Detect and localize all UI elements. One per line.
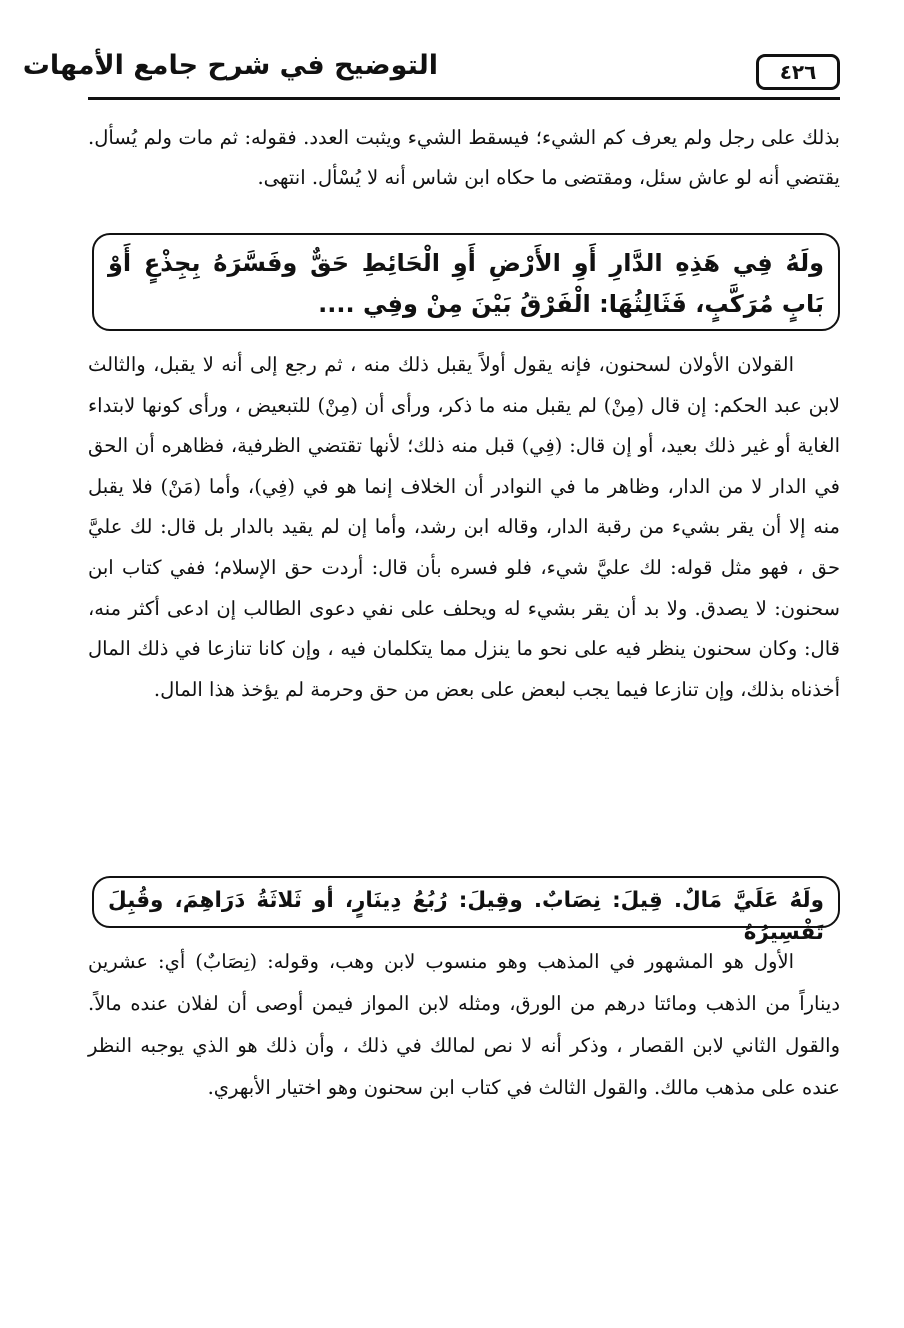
paragraph-3: الأول هو المشهور في المذهب وهو منسوب لابن وهب، وقوله: (نِصَابٌ) أي: عشرين ديناراً من الذهب ومائتا درهم من الورق، ومثله لابن المواز فيمن أوصى أن لفلان عنده مالاً. والقول الثاني لابن القصار ، وذكر أنه لا نص لمالك في ذلك ، وأن ذلك هو الذي يوجبه النظر عنده على مذهب مالك. والقول الثالث في كتاب ابن سحنون وهو اختيار الأبهري. (88, 950, 840, 1099)
paragraph-2: القولان الأولان لسحنون، فإنه يقول أولاً يقبل ذلك منه ، ثم رجع إلى أنه لا يقبل، والثالث لابن عبد الحكم: إن قال (مِنْ) لم يقبل منه ما ذكر، ورأى أن (مِنْ) للتبعيض ، ورأى كونها لابتداء الغاية أو غير ذلك بعيد، أو إن قال: (فِي) قبل منه ذلك؛ لأنها تقتضي الظرفية، فظاهره أن الحق في الدار لا من الدار، وظاهر ما في النوادر أن الخلاف إنما هو في (فِي)، وأما (مَنْ) فلا يقبل منه إلا أن يقر بشيء من رقبة الدار، وقاله ابن رشد، وأما إن لم يقيد بالدار بل قال: لك عليَّ حق ، فهو مثل قوله: لك عليَّ شيء، فلو فسره بأن قال: أردت حق الإسلام؛ ففي كتاب ابن سحنون: لا يصدق. ولا بد أن يقر بشيء له ويحلف على نفي دعوى الطالب إن ادعى أكثر منه، قال: وكان سحنون ينظر فيه على نحو ما ينزل مما يتكلمان فيه ، وإن كانا تنازعا في ذلك المال أخذناه بذلك، وإن تنازعا فيما يجب لبعض على بعض من حق وحرمة لم يؤخذ هذا المال. (88, 353, 841, 701)
paragraph-1: بذلك على رجل ولم يعرف كم الشيء؛ فيسقط الشيء ويثبت العدد. فقوله: ثم مات ولم يُسأل. يقتضي أنه لو عاش سئل، ومقتضى ما حكاه ابن شاس أنه لا يُسْأل. انتهى. (88, 126, 840, 189)
page-number: ٤٢٦ (779, 60, 817, 84)
page-header (22, 44, 840, 100)
page-number-box (756, 54, 840, 90)
matn-box-2: ولَهُ عَلَيَّ مَالٌ. قِيلَ: نِصَابٌ. وقِيلَ: رُبُعُ دِينَارٍ، أو ثَلاثَةُ دَرَاهِمَ، وقُبِلَ تَفْسِيرُهُ (92, 876, 840, 928)
header-rule (88, 97, 840, 100)
running-title: التوضيح في شرح جامع الأمهات (22, 50, 438, 81)
matn-box-1: ولَهُ فِي هَذِهِ الدَّارِ أَوِ الأَرْضِ أَوِ الْحَائِطِ حَقٌّ وفَسَّرَهُ بِجِذْعٍ أَوْ بَابٍ مُرَكَّبٍ، فَثَالِثُهَا: الْفَرْقُ بَيْنَ مِنْ وفِي .... (92, 233, 840, 331)
